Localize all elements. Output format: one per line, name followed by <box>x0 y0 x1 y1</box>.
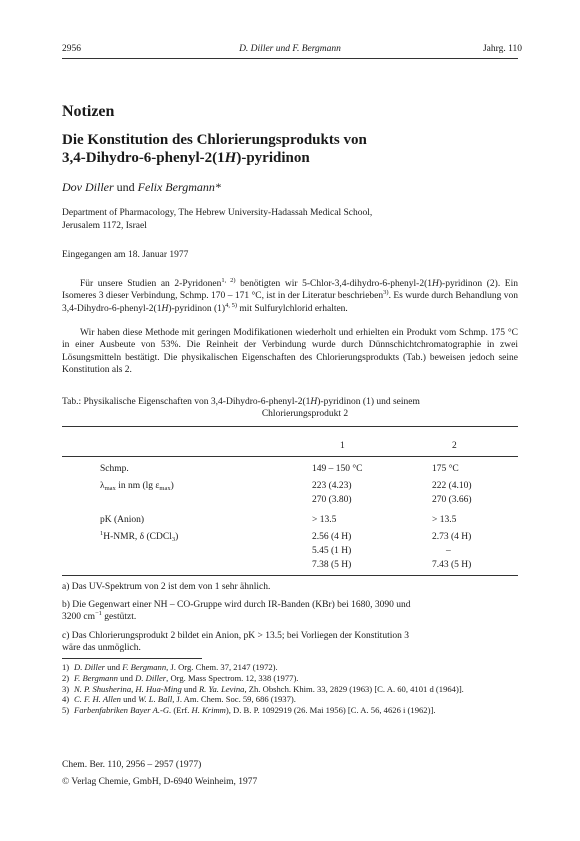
note-c-line-2: wäre das unmöglich. <box>62 643 141 654</box>
p1-text-c: )-pyridinon (2). Ein Isomeres 3 dieser Verbindung, Schmp. 170 – 171 °C, ist in der Literatur beschrieben <box>62 279 518 302</box>
ref-mid: (Erf. <box>171 705 192 716</box>
row-lambda-v2b: 270 (3.66) <box>432 495 472 505</box>
ref-author-2: R. Ya. Levina <box>198 683 245 694</box>
table-top-rule <box>62 426 518 427</box>
row-label-lambda <box>100 481 174 491</box>
p1-ref-4-5: 4, 5) <box>225 301 237 309</box>
affiliation-line-1: Department of Pharmacology, The Hebrew University-Hadassah Medical School, <box>62 208 373 218</box>
row-lambda-v1a: 223 (4.23) <box>312 481 352 491</box>
note-c-line-1: c) Das Chlorierungsprodukt 2 bildet ein Anion, pK > 13.5; bei Vorliegen der Konstitution 3 <box>62 631 409 641</box>
lambda-sub: max <box>104 485 116 492</box>
caption-line-2: Chlorierungsprodukt 2 <box>261 409 349 419</box>
row-nmr-v2b: – <box>446 546 451 556</box>
ref-num: 2) <box>62 672 70 683</box>
caption-italic-h: H <box>310 397 318 407</box>
p1-italic-h2: H <box>161 303 169 314</box>
row-schmp-v1: 149 – 150 °C <box>312 464 363 474</box>
ref-author: F. Bergmann <box>74 672 118 683</box>
p1-text-a: Für unsere Studien an 2-Pyridonen <box>80 279 222 289</box>
epsilon-sub: max <box>159 485 171 492</box>
table-caption <box>62 396 518 420</box>
ref-author: C. F. H. Allen <box>74 694 121 705</box>
p1-text-e: )-pyridinon (1) <box>168 303 226 314</box>
lambda-unit: in nm (lg ε <box>115 481 160 491</box>
table-header-rule <box>62 456 518 457</box>
row-nmr-v1a: 2.56 (4 H) <box>312 532 352 542</box>
paragraph-1 <box>62 278 518 315</box>
table-col-header-1: 1 <box>340 441 345 451</box>
ref-rest: , J. Am. Chem. Soc. 59, 686 (1937). <box>172 694 296 705</box>
ref-author-2: W. L. Ball <box>138 694 173 705</box>
ref-mid: und <box>117 672 136 683</box>
row-schmp-v2: 175 °C <box>432 464 459 474</box>
ref-author: N. P. Shusherina, H. Hua-Ming <box>74 683 182 694</box>
ref-rest: ), D. B. P. 1092919 (26. Mai 1956) [C. A. 56, 4626 i (1962)]. <box>225 705 436 716</box>
p1-text-f: mit Sulfurylchlorid erhalten. <box>237 303 348 314</box>
title-line-2-post: )-pyridinon <box>236 150 310 166</box>
author-1: Dov Diller <box>62 180 114 194</box>
affiliation-line-2: Jerusalem 1172, Israel <box>62 221 147 231</box>
row-nmr-v2a: 2.73 (4 H) <box>432 532 472 542</box>
title-italic-h: H <box>224 150 237 166</box>
note-b-line-2b: gestützt. <box>101 612 137 623</box>
journal-citation: Chem. Ber. 110, 2956 – 2957 (1977) <box>62 760 202 770</box>
note-b <box>62 599 518 624</box>
p1-text-b: benötigten wir 5-Chlor-3,4-dihydro-6-phenyl-2(1 <box>235 279 432 289</box>
reference-item <box>62 705 518 716</box>
ref-text <box>74 662 518 673</box>
reference-item <box>62 673 518 684</box>
lambda-symbol: λ <box>100 481 105 491</box>
nmr-sub: 3 <box>171 536 176 543</box>
p1-ref-3: 3) <box>383 289 389 297</box>
note-a: a) Das UV-Spektrum von 2 ist dem von 1 sehr ähnlich. <box>62 582 271 592</box>
nmr-label-a: H-NMR, δ (CDCl <box>103 532 172 542</box>
ref-author-2: F. Bergmann <box>122 662 167 672</box>
note-c <box>62 630 518 655</box>
ref-author: D. Diller <box>74 662 106 672</box>
nmr-label-b: ) <box>175 532 179 542</box>
title-line-1: Die Konstitution des Chlorierungsprodukts von <box>62 132 367 148</box>
ref-author-2: D. Diller <box>135 672 167 683</box>
caption-text-b: )-pyridinon (1) und seinem <box>317 397 420 407</box>
copyright-line: © Verlag Chemie, GmbH, D-6940 Weinheim, 1977 <box>62 777 258 787</box>
ref-mid: und <box>181 683 199 694</box>
ref-text <box>74 705 518 716</box>
reference-item <box>62 694 518 705</box>
row-nmr-v1c: 7.38 (5 H) <box>312 560 352 570</box>
table-bottom-rule <box>62 575 518 576</box>
p1-italic-h1: H <box>432 279 439 289</box>
author-2: Felix Bergmann* <box>137 180 221 194</box>
row-label-schmp: Schmp. <box>100 464 129 474</box>
ref-text <box>74 684 518 695</box>
table-col-header-2: 2 <box>452 441 457 451</box>
nmr-sup: 1 <box>100 530 104 537</box>
page-number: 2956 <box>62 44 81 54</box>
ref-num: 1) <box>62 662 70 672</box>
lambda-close: ) <box>170 481 174 491</box>
ref-rest: , Org. Mass Spectrom. 12, 338 (1977). <box>166 672 299 683</box>
affiliation <box>62 207 518 233</box>
author-line <box>62 180 221 195</box>
ref-text <box>74 694 518 705</box>
footnote-rule <box>62 658 202 659</box>
note-b-line-1: b) Die Gegenwart einer NH – CO-Gruppe wird durch IR-Banden (KBr) bei 1680, 3090 und <box>62 600 411 610</box>
reference-item <box>62 684 518 695</box>
author-and: und <box>116 180 135 194</box>
ref-rest: , J. Org. Chem. 37, 2147 (1972). <box>166 662 278 672</box>
p1-ref-1-2: 1, 2) <box>221 277 236 284</box>
ref-rest: , Zh. Obshch. Khim. 33, 2829 (1963) [C. A. 60, 4101 d (1964)]. <box>244 683 464 694</box>
row-nmr-v2c: 7.43 (5 H) <box>432 560 472 570</box>
running-head-volume: Jahrg. 110 <box>482 44 522 54</box>
running-head-authors: D. Diller und F. Bergmann <box>239 44 341 54</box>
row-label-pk: pK (Anion) <box>100 515 145 525</box>
caption-text-a: Tab.: Physikalische Eigenschaften von 3,4-Dihydro-6-phenyl-2(1 <box>62 397 311 407</box>
row-lambda-v2a: 222 (4.10) <box>432 481 472 491</box>
header-rule <box>62 58 518 59</box>
ref-mid: und <box>120 694 139 705</box>
paragraph-2: Wir haben diese Methode mit geringen Modifikationen wiederholt und erhielten ein Produkt vom Schmp. 175 °C in einer Ausbeute von 53%. Die Reinheit der Verbindung wurde durch Dünnschichtchromatographie in zwei Lösungsmitteln bestätigt. Die physikalischen Eigenschaften des Chlorierungsprodukts (Tab.) beweisen jedoch seine Konstitution als 2. <box>62 328 518 376</box>
row-pk-v2: > 13.5 <box>432 515 457 525</box>
row-label-nmr <box>100 532 178 542</box>
reference-list <box>62 662 518 716</box>
ref-author-2: H. Krimm <box>191 705 226 716</box>
row-nmr-v1b: 5.45 (1 H) <box>312 546 352 556</box>
row-lambda-v1b: 270 (3.80) <box>312 495 352 505</box>
ref-mid: und <box>105 662 123 672</box>
note-b-line-2a: 3200 cm <box>62 612 95 623</box>
article-title <box>62 131 522 167</box>
ref-num: 4) <box>62 694 70 705</box>
title-line-2-pre: 3,4-Dihydro-6-phenyl-2(1 <box>62 150 225 166</box>
ref-author: Farbenfabriken Bayer A.-G. <box>74 705 172 716</box>
received-date: Eingegangen am 18. Januar 1977 <box>62 250 189 260</box>
reference-item <box>62 662 518 673</box>
ref-num: 3) <box>62 683 70 694</box>
note-b-sup: −1 <box>94 610 102 618</box>
p1-text-d: . Es wurde durch Behandlung von 3,4-Dihydro-6-phenyl-2(1 <box>62 291 518 314</box>
ref-text <box>74 673 518 684</box>
row-pk-v1: > 13.5 <box>312 515 337 525</box>
ref-num: 5) <box>62 705 70 716</box>
section-title: Notizen <box>62 103 115 120</box>
